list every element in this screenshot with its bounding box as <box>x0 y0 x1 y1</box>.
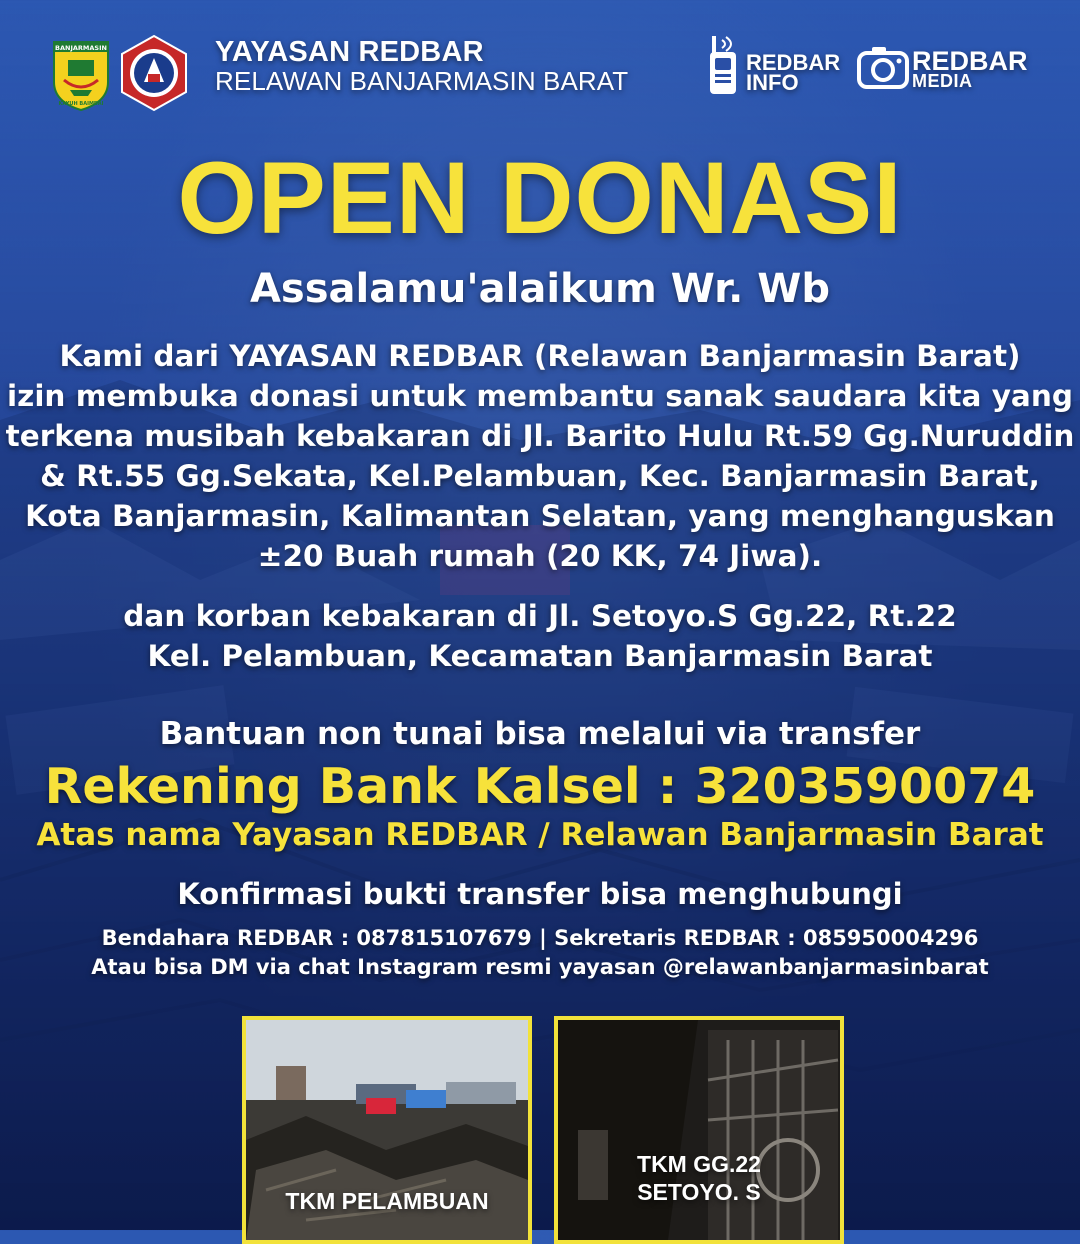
description-line: Kel. Pelambuan, Kecamatan Banjarmasin Barat <box>147 639 933 673</box>
account-holder-name: Atas nama Yayasan REDBAR / Relawan Banjarmasin Barat <box>36 817 1044 853</box>
media-badge-line1: REDBAR <box>912 46 1028 76</box>
second-location-description <box>0 596 1080 676</box>
donation-description <box>0 336 1080 576</box>
org-name: YAYASAN REDBAR <box>215 36 484 68</box>
headline: OPEN DONASI <box>177 141 903 255</box>
instagram-contact: Atau bisa DM via chat Instagram resmi yayasan @relawanbanjarmasinbarat <box>91 955 989 979</box>
description-line: dan korban kebakaran di Jl. Setoyo.S Gg.22, Rt.22 <box>123 599 957 633</box>
transfer-intro: Bantuan non tunai bisa melalui via transfer <box>159 716 921 752</box>
description-line: Kami dari YAYASAN REDBAR (Relawan Banjarmasin Barat) <box>59 339 1021 373</box>
camera-icon <box>856 44 910 90</box>
media-badge-line2: MEDIA <box>912 71 973 91</box>
redbar-foundation-logo <box>118 34 190 112</box>
photo-tkm-gg22-setoyo <box>554 1016 844 1244</box>
contact-info <box>0 924 1080 982</box>
description-line: terkena musibah kebakaran di Jl. Barito Hulu Rt.59 Gg.Nuruddin <box>5 419 1075 453</box>
info-badge-line2: INFO <box>746 70 799 95</box>
contact-phones: Bendahara REDBAR : 087815107679 | Sekretaris REDBAR : 085950004296 <box>101 926 979 950</box>
fire-damage-photo <box>558 1020 840 1240</box>
greeting: Assalamu'alaikum Wr. Wb <box>249 266 831 312</box>
description-line: izin membuka donasi untuk membantu sanak saudara kita yang <box>7 379 1073 413</box>
photo-caption <box>554 1150 844 1206</box>
logo-left-top-text: BANJARMASIN <box>55 44 107 52</box>
confirmation-title: Konfirmasi bukti transfer bisa menghubungi <box>177 877 903 911</box>
org-subtitle: RELAWAN BANJARMASIN BARAT <box>215 66 629 96</box>
photo-caption-line: TKM GG.22 <box>637 1151 761 1177</box>
banjarmasin-city-logo <box>50 38 112 112</box>
bank-account-number: Rekening Bank Kalsel : 3203590074 <box>44 758 1036 815</box>
photo-caption-line: SETOYO. S <box>637 1179 761 1205</box>
info-badge-line1: REDBAR <box>746 50 841 75</box>
walkie-talkie-icon <box>706 34 742 96</box>
logo-left-bottom-text: KAYUH BAIMBAI <box>58 101 104 107</box>
description-line: & Rt.55 Gg.Sekata, Kel.Pelambuan, Kec. Banjarmasin Barat, <box>40 459 1040 493</box>
description-line: ±20 Buah rumah (20 KK, 74 Jiwa). <box>257 539 823 573</box>
description-line: Kota Banjarmasin, Kalimantan Selatan, yang menghanguskan <box>25 499 1055 533</box>
photo-caption: TKM PELAMBUAN <box>285 1188 489 1214</box>
